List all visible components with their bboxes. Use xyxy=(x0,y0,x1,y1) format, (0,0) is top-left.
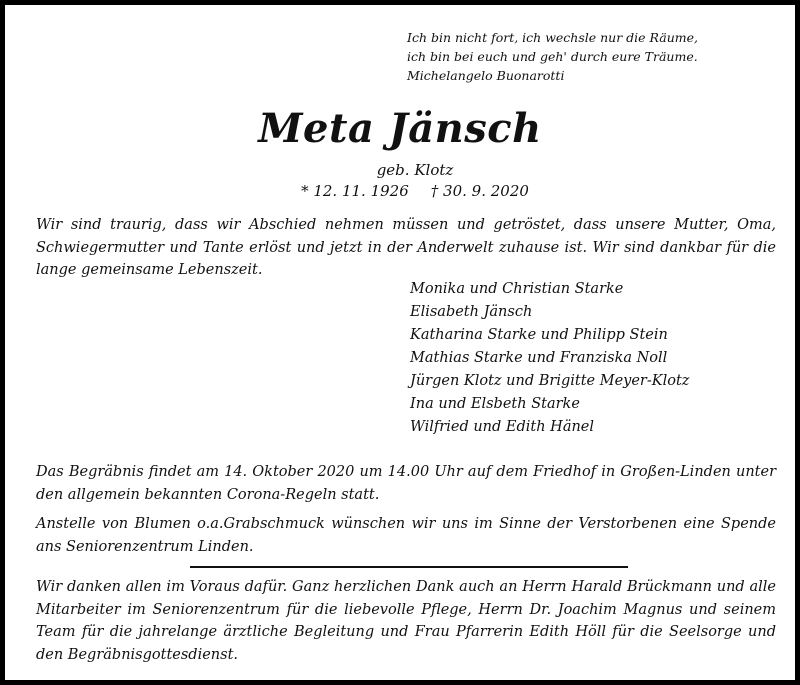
mourner-entry: Mathias Starke und Franziska Noll xyxy=(410,350,668,366)
thanks-paragraph: Wir danken allen im Voraus dafür. Ganz herzlichen Dank auch an Herrn Harald Brückmann und alle Mitarbeiter im Seniorenzentrum für die liebevolle Pflege, Herrn Dr. Joachim Magnus und seinem Team für die jahrelange ärztliche Begleitung und Frau Pfarrerin Edith Höll für die Seelsorge und den Begräbnisgottesdienst. xyxy=(36,579,776,663)
death-date: † 30. 9. 2020 xyxy=(430,182,529,200)
burial-paragraph: Das Begräbnis findet am 14. Oktober 2020 um 14.00 Uhr auf dem Friedhof in Großen-Linden unter den allgemein bekannten Corona-Regeln statt. xyxy=(36,464,776,503)
mourner-entry: Monika und Christian Starke xyxy=(410,281,624,297)
mourner-entry: Ina und Elsbeth Starke xyxy=(410,396,580,412)
birth-date: * 12. 11. 1926 xyxy=(301,182,409,200)
birth-name: geb. Klotz xyxy=(376,161,454,179)
mourner-entry: Wilfried und Edith Hänel xyxy=(410,419,595,435)
quote-line-2: ich bin bei euch und geh' durch eure Träume. xyxy=(407,49,698,64)
section-divider xyxy=(190,566,628,568)
mourner-entry: Jürgen Klotz und Brigitte Meyer-Klotz xyxy=(410,373,690,389)
flowers-paragraph: Anstelle von Blumen o.a.Grabschmuck wünschen wir uns im Sinne der Verstorbenen eine Spende ans Seniorenzentrum Linden. xyxy=(36,516,776,555)
mourner-entry: Katharina Starke und Philipp Stein xyxy=(410,327,668,343)
quote-line-1: Ich bin nicht fort, ich wechsle nur die Räume, xyxy=(407,30,698,45)
memorial-quote xyxy=(407,28,698,85)
mourner-entry: Elisabeth Jänsch xyxy=(410,304,533,320)
life-dates xyxy=(5,181,795,201)
mourners-list xyxy=(410,278,689,439)
quote-author: Michelangelo Buonarotti xyxy=(407,68,565,83)
deceased-name: Meta Jänsch xyxy=(258,105,542,152)
intro-paragraph: Wir sind traurig, dass wir Abschied nehmen müssen und getröstet, dass unsere Mutter, Oma, Schwiegermutter und Tante erlöst und jetzt in der Anderwelt zuhause ist. Wir sind dankbar für die lange gemeinsame Lebenszeit. xyxy=(36,217,776,278)
